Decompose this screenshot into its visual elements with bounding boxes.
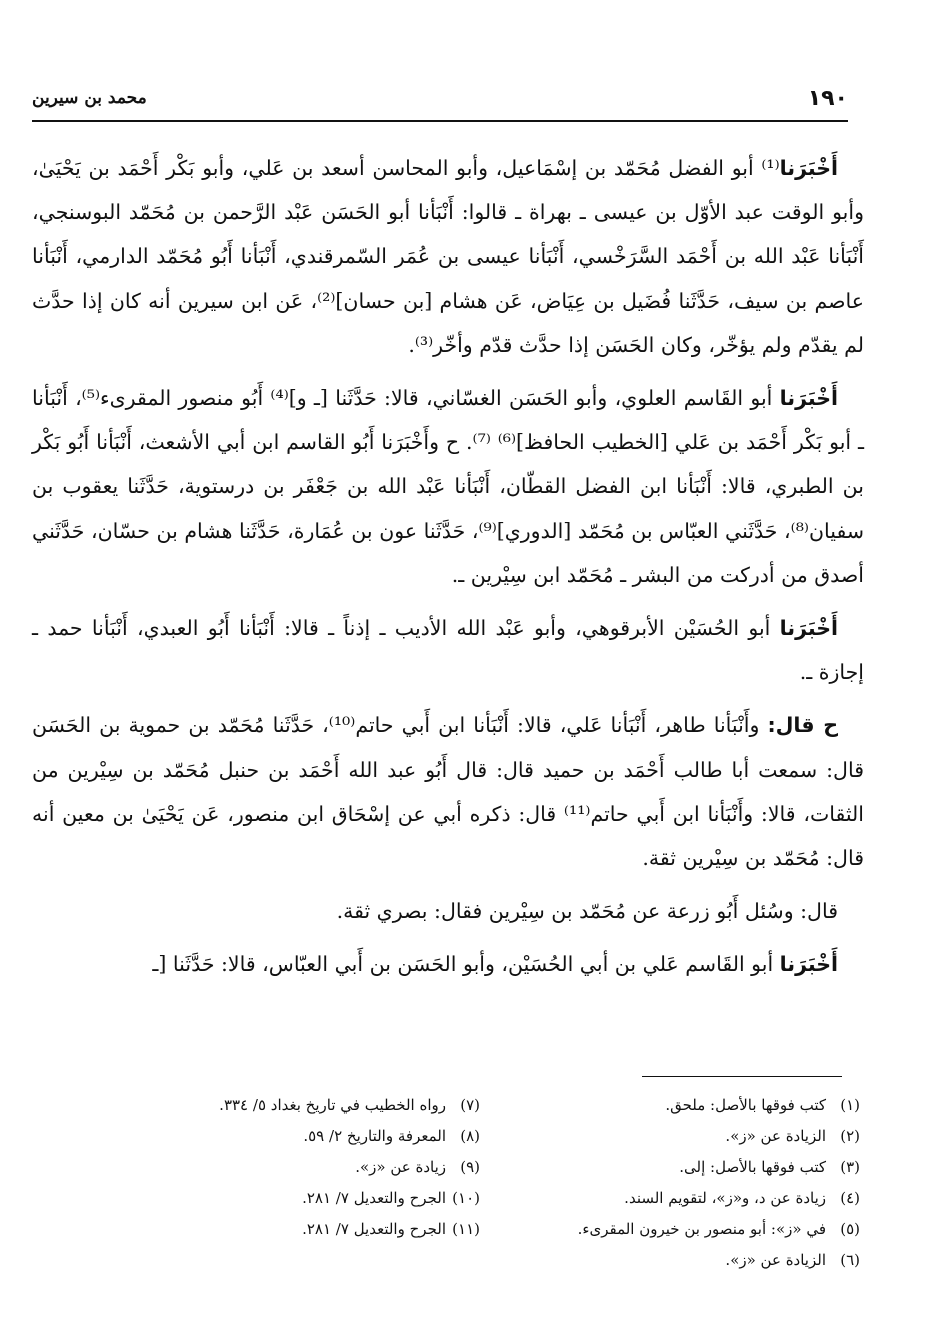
footnote (120, 1183, 480, 1214)
footnote-number: (٧) (460, 1096, 480, 1114)
footnote-number: (٦) (840, 1251, 860, 1269)
paragraph-4 (32, 703, 864, 880)
footnote-text: زيادة عن د، و«ز»، لتقويم السند. (624, 1189, 826, 1207)
footnote-number: (١٠) (452, 1189, 480, 1207)
paragraph-6 (32, 942, 864, 986)
footnote (120, 1152, 480, 1183)
paragraph-text: أبو القَاسم العلوي، وأبو الحَسَن الغسّاني، قالا: حَدَّثَنا [ـ و]⁽⁴⁾ أَبُو منصور المقرىء⁽⁵⁾، أَنْبَأنا ـ أبو بَكْر أَحْمَد بن عَلي [الخطيب الحافظ]⁽⁶⁾ ⁽⁷⁾. ح وأَخْبَرَنا أَبُو القاسم ابن أبي الأشعث، أَنْبَأنا أَبُو بَكْر بن الطبري، قالا: أَنْبَأنا ابن الفضل القطّان، أَنْبَأنا عَبْد الله بن جَعْفَر بن درستوية، حَدَّثَنا يعقوب بن سفيان⁽⁸⁾، حَدَّثَني العبّاس بن مُحَمّد [الدوري]⁽⁹⁾، حَدَّثَنا عون بن عُمَارة، حَدَّثَنا هشام بن حسّان، حَدَّثَني أصدق من أدركت من البشر ـ مُحَمّد ابن سِيْرين ـ. (32, 386, 864, 587)
footnote-text: الزيادة عن «ز». (725, 1251, 826, 1269)
paragraph-3 (32, 606, 864, 694)
footnote-number: (٤) (840, 1189, 860, 1207)
footnote-text: الجرح والتعديل ٧/ ٢٨١. (302, 1189, 446, 1207)
paragraph-lead: أَخْبَرَنا (779, 616, 838, 641)
footnote-text: رواه الخطيب في تاريخ بغداد ٥/ ٣٣٤. (219, 1096, 446, 1114)
footnote-number: (٩) (460, 1158, 480, 1176)
footnote (500, 1245, 860, 1276)
footnote-number: (١١) (452, 1220, 480, 1238)
footnote-number: (٢) (840, 1127, 860, 1145)
footnote-text: في «ز»: أبو منصور بن خيرون المقرىء. (577, 1220, 826, 1238)
paragraph-text: وأَنْبَأنا طاهر، أَنْبَأنا عَلي، قالا: أَنْبَأنا ابن أَبي حاتم⁽¹⁰⁾، حَدَّثَنا مُحَمّد بن حموية بن الحَسَن قال: سمعت أبا طالب أَحْمَد بن حميد قال: قال أَبُو عبد الله أَحْمَد بن حنبل مُحَمّد بن سِيْرين من الثقات، قالا: وأَنْبَأنا ابن أَبي حاتم⁽¹¹⁾ قال: ذكره أبي عن إسْحَاق ابن منصور، عَن يَحْيَىٰ بن معين أنه قال: مُحَمّد بن سِيْرين ثقة. (32, 713, 864, 871)
paragraph-lead: أَخْبَرَنا (779, 386, 838, 411)
footnote (500, 1183, 860, 1214)
footnote (500, 1090, 860, 1121)
paragraph-lead: ح قال: (767, 713, 838, 738)
footnote-number: (٣) (840, 1158, 860, 1176)
running-title: محمد بن سيرين (32, 88, 147, 108)
footnote-text: الزيادة عن «ز». (725, 1127, 826, 1145)
footnote-text: كتب فوقها بالأصل: ملحق. (665, 1096, 826, 1114)
footnote (500, 1214, 860, 1245)
paragraph-text: ⁽¹⁾ أبو الفضل مُحَمّد بن إسْمَاعيل، وأبو المحاسن أسعد بن عَلي، وأبو بَكْر أَحْمَد بن يَحْيَىٰ، وأبو الوقت عبد الأوّل بن عيسى ـ بهراة ـ قالوا: أَنْبَأنا أبو الحَسَن عَبْد الرَّحمن بن مُحَمّد البوسنجي، أَنْبَأنا عَبْد الله بن أَحْمَد السَّرَخْسي، أَنْبَأنا عيسى بن عُمَر السّمرقندي، أَنْبَأنا أَبُو مُحَمّد الدارمي، أَنْبَأنا عاصم بن سيف، حَدَّثَنا فُضَيل بن عِيَاض، عَن هشام [بن حسان]⁽²⁾، عَن ابن سيرين أنه كان إذا حدَّث لم يقدّم ولم يؤخّر، وكان الحَسَن إذا حدَّث قدّم وأخّر⁽³⁾. (32, 156, 864, 357)
paragraph-1 (32, 146, 864, 367)
footnote (120, 1121, 480, 1152)
paragraph-lead: أَخْبَرَنا (779, 156, 838, 180)
footnote-divider (642, 1076, 842, 1077)
footnote (500, 1152, 860, 1183)
footnote (120, 1214, 480, 1245)
main-text (32, 146, 864, 996)
paragraph-text: قال: وسُئل أَبُو زرعة عن مُحَمّد بن سِيْرين فقال: بصري ثقة. (336, 899, 838, 924)
footnote-text: الجرح والتعديل ٧/ ٢٨١. (302, 1220, 446, 1238)
footnote-number: (٥) (840, 1220, 860, 1238)
footnote-text: المعرفة والتاريخ ٢/ ٥٩. (303, 1127, 446, 1145)
paragraph-text: أبو القَاسم عَلي بن أبي الحُسَيْن، وأبو الحَسَن بن أَبي العبّاس، قالا: حَدَّثَنا [ـ (152, 952, 780, 977)
page-number: ١٩٠ (807, 86, 848, 111)
footnote-number: (٨) (460, 1127, 480, 1145)
paragraph-5 (32, 889, 864, 933)
footnotes-right-column (500, 1090, 860, 1276)
footnote-number: (١) (840, 1096, 860, 1114)
footnotes-left-column (120, 1090, 480, 1245)
paragraph-2 (32, 376, 864, 597)
page-header (32, 86, 848, 122)
footnote (500, 1121, 860, 1152)
paragraph-text: أبو الحُسَيْن الأبرقوهي، وأبو عَبْد الله الأديب ـ إذناً ـ قالا: أَنْبَأنا أَبُو العبدي، أَنْبَأنا حمد ـ إجازة ـ. (32, 616, 864, 685)
footnote-text: كتب فوقها بالأصل: إلى. (679, 1158, 826, 1176)
footnote (120, 1090, 480, 1121)
paragraph-lead: أَخْبَرَنا (779, 952, 838, 977)
footnote-text: زيادة عن «ز». (355, 1158, 446, 1176)
